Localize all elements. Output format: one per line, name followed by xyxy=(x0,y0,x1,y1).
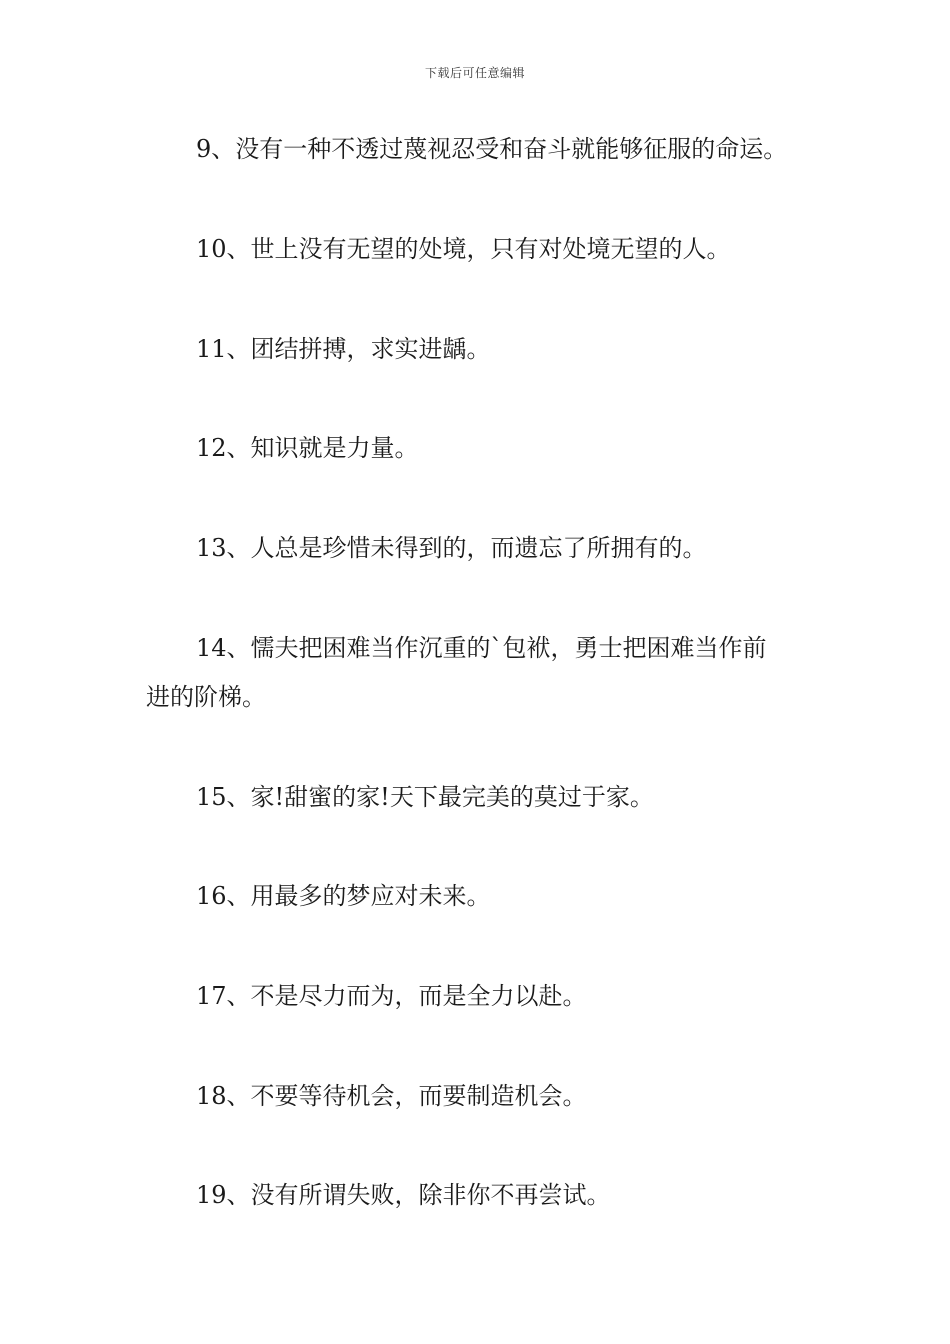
quote-15: 15、家!甜蜜的家!天下最完美的莫过于家。 xyxy=(196,783,654,811)
quote-12: 12、知识就是力量。 xyxy=(196,434,419,462)
quote-18: 18、不要等待机会，而要制造机会。 xyxy=(196,1082,587,1110)
quote-14-continuation: 进的阶梯。 xyxy=(146,683,266,711)
quote-9: 9、没有一种不透过蔑视忍受和奋斗就能够征服的命运。 xyxy=(196,135,788,163)
quote-11: 11、团结拼搏，求实进龋。 xyxy=(196,335,491,363)
quote-14: 14、懦夫把困难当作沉重的`包袱，勇士把困难当作前 xyxy=(196,634,767,662)
quote-19: 19、没有所谓失败，除非你不再尝试。 xyxy=(196,1181,611,1209)
page-header: 下载后可任意编辑 xyxy=(424,66,525,80)
quote-16: 16、用最多的梦应对未来。 xyxy=(196,882,491,910)
quote-13: 13、人总是珍惜未得到的，而遗忘了所拥有的。 xyxy=(196,534,707,562)
quote-17: 17、不是尽力而为，而是全力以赴。 xyxy=(196,982,587,1010)
quote-10: 10、世上没有无望的处境，只有对处境无望的人。 xyxy=(196,235,731,263)
